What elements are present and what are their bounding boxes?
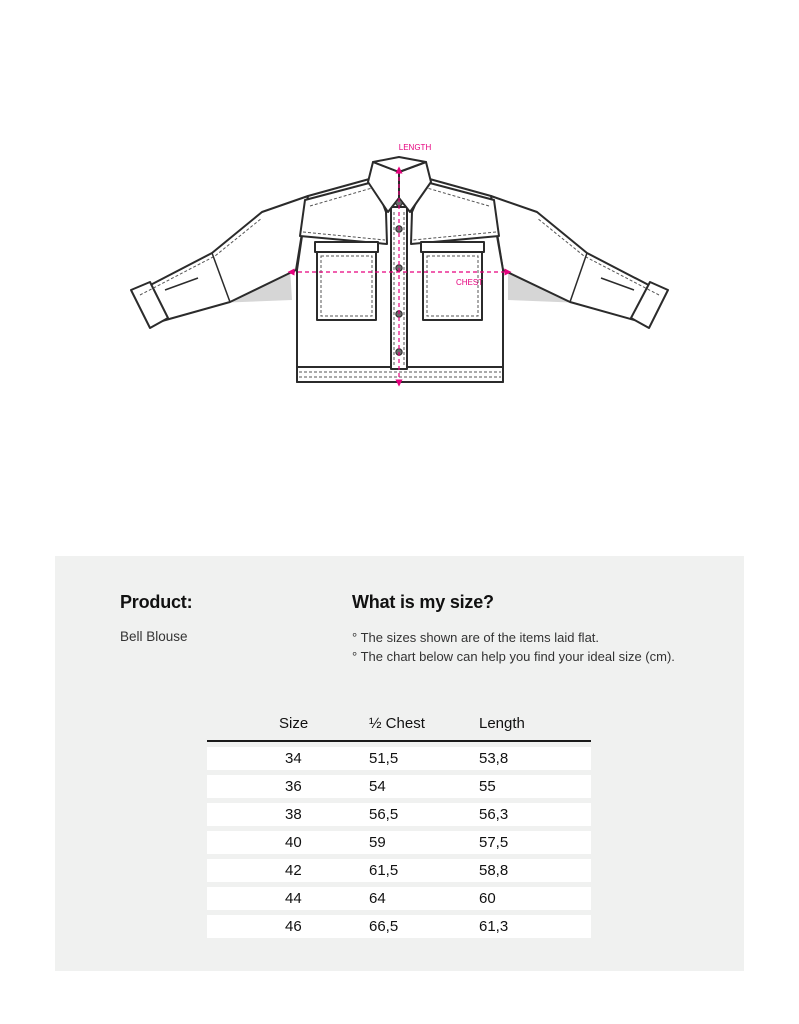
table-row — [207, 915, 591, 938]
length-cell: 55 — [459, 775, 591, 798]
half-chest-cell: 56,5 — [339, 803, 459, 826]
table-row — [207, 831, 591, 854]
size-chart-table — [207, 706, 591, 943]
half-chest-cell: 64 — [339, 887, 459, 910]
column-header-size: Size — [279, 714, 309, 732]
half-chest-cell: 59 — [339, 831, 459, 854]
size-notes — [352, 628, 675, 666]
table-row — [207, 803, 591, 826]
half-chest-cell: 51,5 — [339, 747, 459, 770]
left-chest-pocket — [317, 250, 376, 320]
table-row — [207, 859, 591, 882]
size-question-heading: What is my size? — [352, 592, 494, 612]
product-name: Bell Blouse — [120, 629, 188, 644]
length-cell: 53,8 — [459, 747, 591, 770]
chest-label: CHEST — [456, 278, 484, 287]
half-chest-cell: 66,5 — [339, 915, 459, 938]
size-cell: 36 — [207, 775, 339, 798]
length-cell: 56,3 — [459, 803, 591, 826]
table-row — [207, 747, 591, 770]
length-cell: 58,8 — [459, 859, 591, 882]
size-cell: 38 — [207, 803, 339, 826]
table-row — [207, 887, 591, 910]
size-cell: 46 — [207, 915, 339, 938]
half-chest-cell: 54 — [339, 775, 459, 798]
length-cell: 57,5 — [459, 831, 591, 854]
half-chest-cell: 61,5 — [339, 859, 459, 882]
left-pocket-flap — [315, 242, 378, 252]
header-divider — [207, 740, 591, 742]
right-pocket-flap — [421, 242, 484, 252]
note-item: ° The sizes shown are of the items laid flat. — [352, 630, 600, 645]
table-header-row — [207, 711, 591, 735]
column-header-half-chest: ½ Chest — [369, 714, 425, 732]
length-label: LENGTH — [398, 143, 432, 152]
size-cell: 44 — [207, 887, 339, 910]
length-cell: 61,3 — [459, 915, 591, 938]
table-row — [207, 775, 591, 798]
length-cell: 60 — [459, 887, 591, 910]
column-header-length: Length — [479, 714, 525, 732]
size-cell: 42 — [207, 859, 339, 882]
product-heading: Product: — [120, 592, 193, 612]
size-cell: 34 — [207, 747, 339, 770]
size-guide-panel — [55, 556, 744, 971]
size-cell: 40 — [207, 831, 339, 854]
note-item: ° The chart below can help you find your ideal size (cm). — [352, 649, 675, 664]
